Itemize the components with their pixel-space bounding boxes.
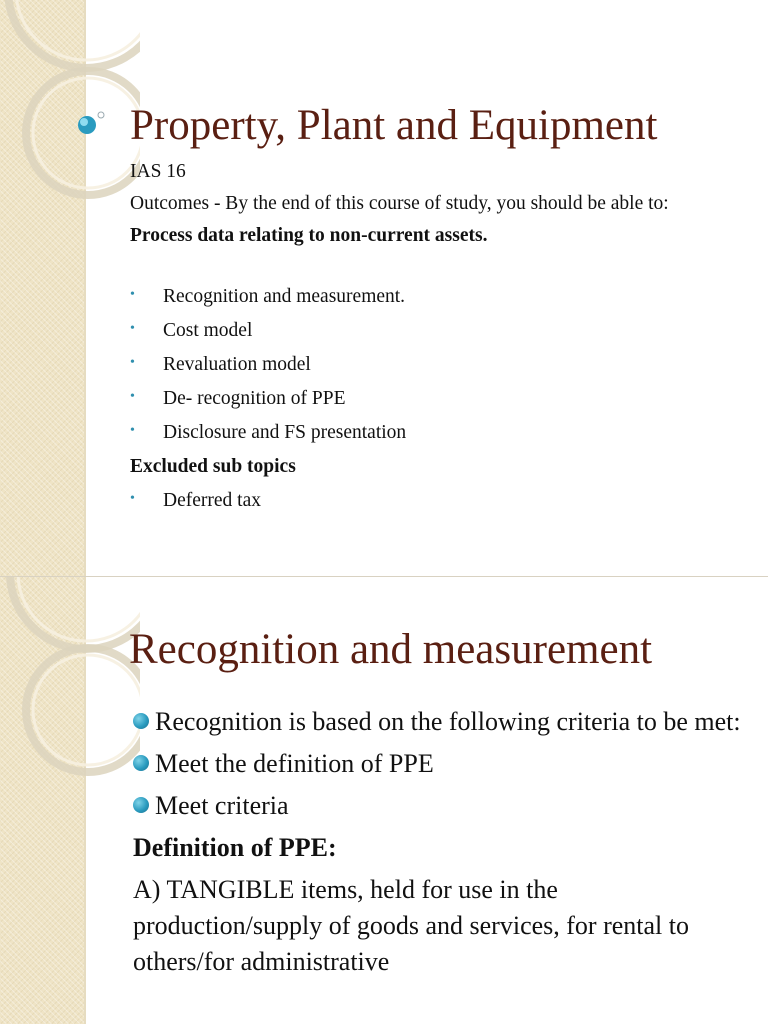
bullet-icon: •: [130, 389, 135, 404]
outcomes-text: Outcomes - By the end of this course of study, you should be able to:: [130, 193, 669, 214]
slide-1-title: Property, Plant and Equipment: [130, 102, 658, 149]
orb-icon: [78, 112, 104, 134]
definition-text: A) TANGIBLE items, held for use in the production/supply of goods and services, for rental to others/for administrative: [133, 875, 689, 976]
list-item: • Disclosure and FS presentation: [130, 416, 750, 450]
list-item: • Recognition and measurement.: [130, 280, 750, 314]
excluded-heading: Excluded sub topics: [130, 456, 296, 477]
process-heading: Process data relating to non-current assets.: [130, 225, 488, 246]
bullet-icon: [133, 713, 149, 729]
list-item: Meet the definition of PPE: [133, 746, 753, 782]
decorative-circles-graphic: [0, 577, 140, 1024]
excluded-list: [130, 484, 750, 518]
criteria-list: [133, 704, 753, 824]
list-item: • Deferred tax: [130, 484, 750, 518]
list-item: Meet criteria: [133, 788, 753, 824]
definition-heading: Definition of PPE:: [133, 833, 337, 862]
decorative-circles-graphic: [0, 0, 140, 576]
bullet-icon: •: [130, 321, 135, 336]
list-item: Recognition is based on the following criteria to be met:: [133, 704, 753, 740]
bullet-icon: •: [130, 491, 135, 506]
bullet-icon: •: [130, 355, 135, 370]
bullet-icon: [133, 797, 149, 813]
slide-1-body: [130, 160, 750, 518]
bullet-icon: [133, 755, 149, 771]
bullet-icon: •: [130, 423, 135, 438]
topics-list: [130, 280, 750, 450]
list-item: • Revaluation model: [130, 348, 750, 382]
slide-2-body: [133, 704, 753, 980]
list-item: • De- recognition of PPE: [130, 382, 750, 416]
slide-2-title: Recognition and measurement: [129, 626, 653, 673]
bullet-icon: •: [130, 287, 135, 302]
standard-reference: IAS 16: [130, 161, 186, 182]
list-item: • Cost model: [130, 314, 750, 348]
